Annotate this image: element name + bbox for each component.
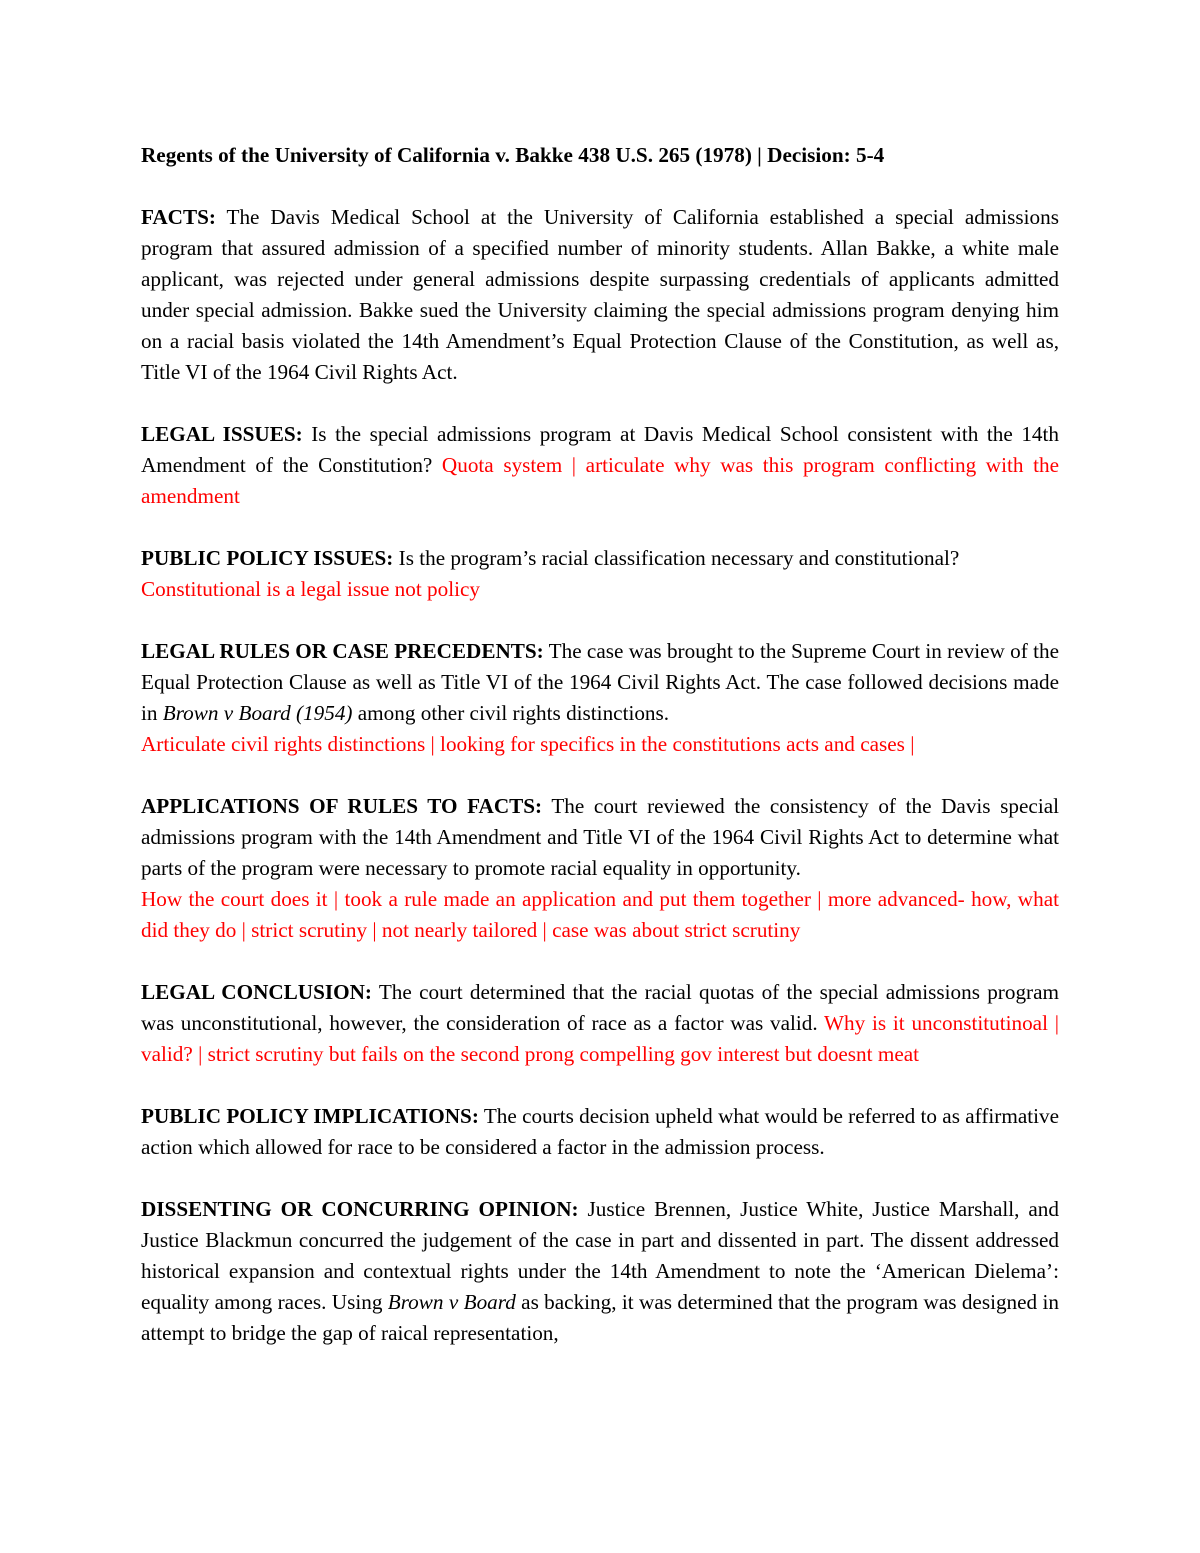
legal-rules-case-reference: Brown v Board (1954)	[162, 701, 353, 725]
legal-conclusion-text: The court determined that the racial quotas of the special admissions program was unconstitutional, however, the consideration of race as a factor was valid.	[141, 980, 1059, 1035]
public-policy-issues-text: Is the program’s racial classification necessary and constitutional?	[393, 546, 960, 570]
applications-section	[141, 791, 1059, 946]
facts-label: FACTS:	[141, 205, 216, 229]
dissenting-label: DISSENTING OR CONCURRING OPINION:	[141, 1197, 579, 1221]
legal-conclusion-label: LEGAL CONCLUSION:	[141, 980, 372, 1004]
case-title: Regents of the University of California v. Bakke 438 U.S. 265 (1978) | Decision: 5-4	[141, 143, 885, 167]
dissenting-text-continued: as backing, it was determined that the program was designed in attempt to bridge the gap of raical representation,	[141, 1290, 1059, 1345]
legal-rules-comment: Articulate civil rights distinctions | looking for specifics in the constitutions acts and cases |	[141, 732, 915, 756]
legal-rules-text: The case was brought to the Supreme Court in review of the Equal Protection Clause as well as Title VI of the 1964 Civil Rights Act. The case followed decisions made in	[141, 639, 1059, 725]
legal-issues-label: LEGAL ISSUES:	[141, 422, 303, 446]
facts-text: The Davis Medical School at the University of California established a special admissions program that assured admission of a specified number of minority students. Allan Bakke, a white male applicant, was rejected under general admissions despite surpassing credentials of applicants admitted under special admission. Bakke sued the University claiming the special admissions program denying him on a racial basis violated the 14th Amendment’s Equal Protection Clause of the Constitution, as well as, Title VI of the 1964 Civil Rights Act.	[141, 205, 1059, 384]
public-policy-implications-text: The courts decision upheld what would be referred to as affirmative action which allowed for race to be considered a factor in the admission process.	[141, 1104, 1059, 1159]
dissenting-text: Justice Brennen, Justice White, Justice Marshall, and Justice Blackmun concurred the judgement of the case in part and dissented in part. The dissent addressed historical expansion and contextual rights under the 14th Amendment to note the ‘American Dielema’: equality among races. Using	[141, 1197, 1059, 1314]
dissenting-section	[141, 1194, 1059, 1349]
legal-issues-comment: Quota system | articulate why was this program conflicting with the amendment	[141, 453, 1059, 508]
legal-rules-text-continued: among other civil rights distinctions.	[352, 701, 670, 725]
legal-issues-text: Is the special admissions program at Davis Medical School consistent with the 14th Amendment of the Constitution?	[141, 422, 1060, 477]
public-policy-issues-label: PUBLIC POLICY ISSUES:	[141, 546, 394, 570]
applications-comment: How the court does it | took a rule made an application and put them together | more advanced- how, what did they do | strict scrutiny | not nearly tailored | case was about strict scrutiny	[141, 887, 1059, 942]
applications-label: APPLICATIONS OF RULES TO FACTS:	[141, 794, 543, 818]
public-policy-issues-section	[141, 543, 1059, 605]
public-policy-issues-comment: Constitutional is a legal issue not policy	[141, 577, 480, 601]
public-policy-implications-section	[141, 1101, 1059, 1163]
public-policy-implications-label: PUBLIC POLICY IMPLICATIONS:	[141, 1104, 479, 1128]
legal-conclusion-section	[141, 977, 1059, 1070]
legal-rules-section	[141, 636, 1059, 760]
facts-section	[141, 202, 1059, 388]
dissenting-case-reference: Brown v Board	[387, 1290, 516, 1314]
document-page	[141, 140, 1059, 1349]
applications-text: The court reviewed the consistency of the Davis special admissions program with the 14th Amendment and Title VI of the 1964 Civil Rights Act to determine what parts of the program were necessary to promote racial equality in opportunity.	[141, 794, 1059, 880]
legal-conclusion-comment: Why is it unconstitutinoal | valid? | strict scrutiny but fails on the second prong compelling gov interest but doesnt meat	[141, 1011, 1059, 1066]
legal-rules-label: LEGAL RULES OR CASE PRECEDENTS:	[141, 639, 544, 663]
legal-issues-section	[141, 419, 1059, 512]
